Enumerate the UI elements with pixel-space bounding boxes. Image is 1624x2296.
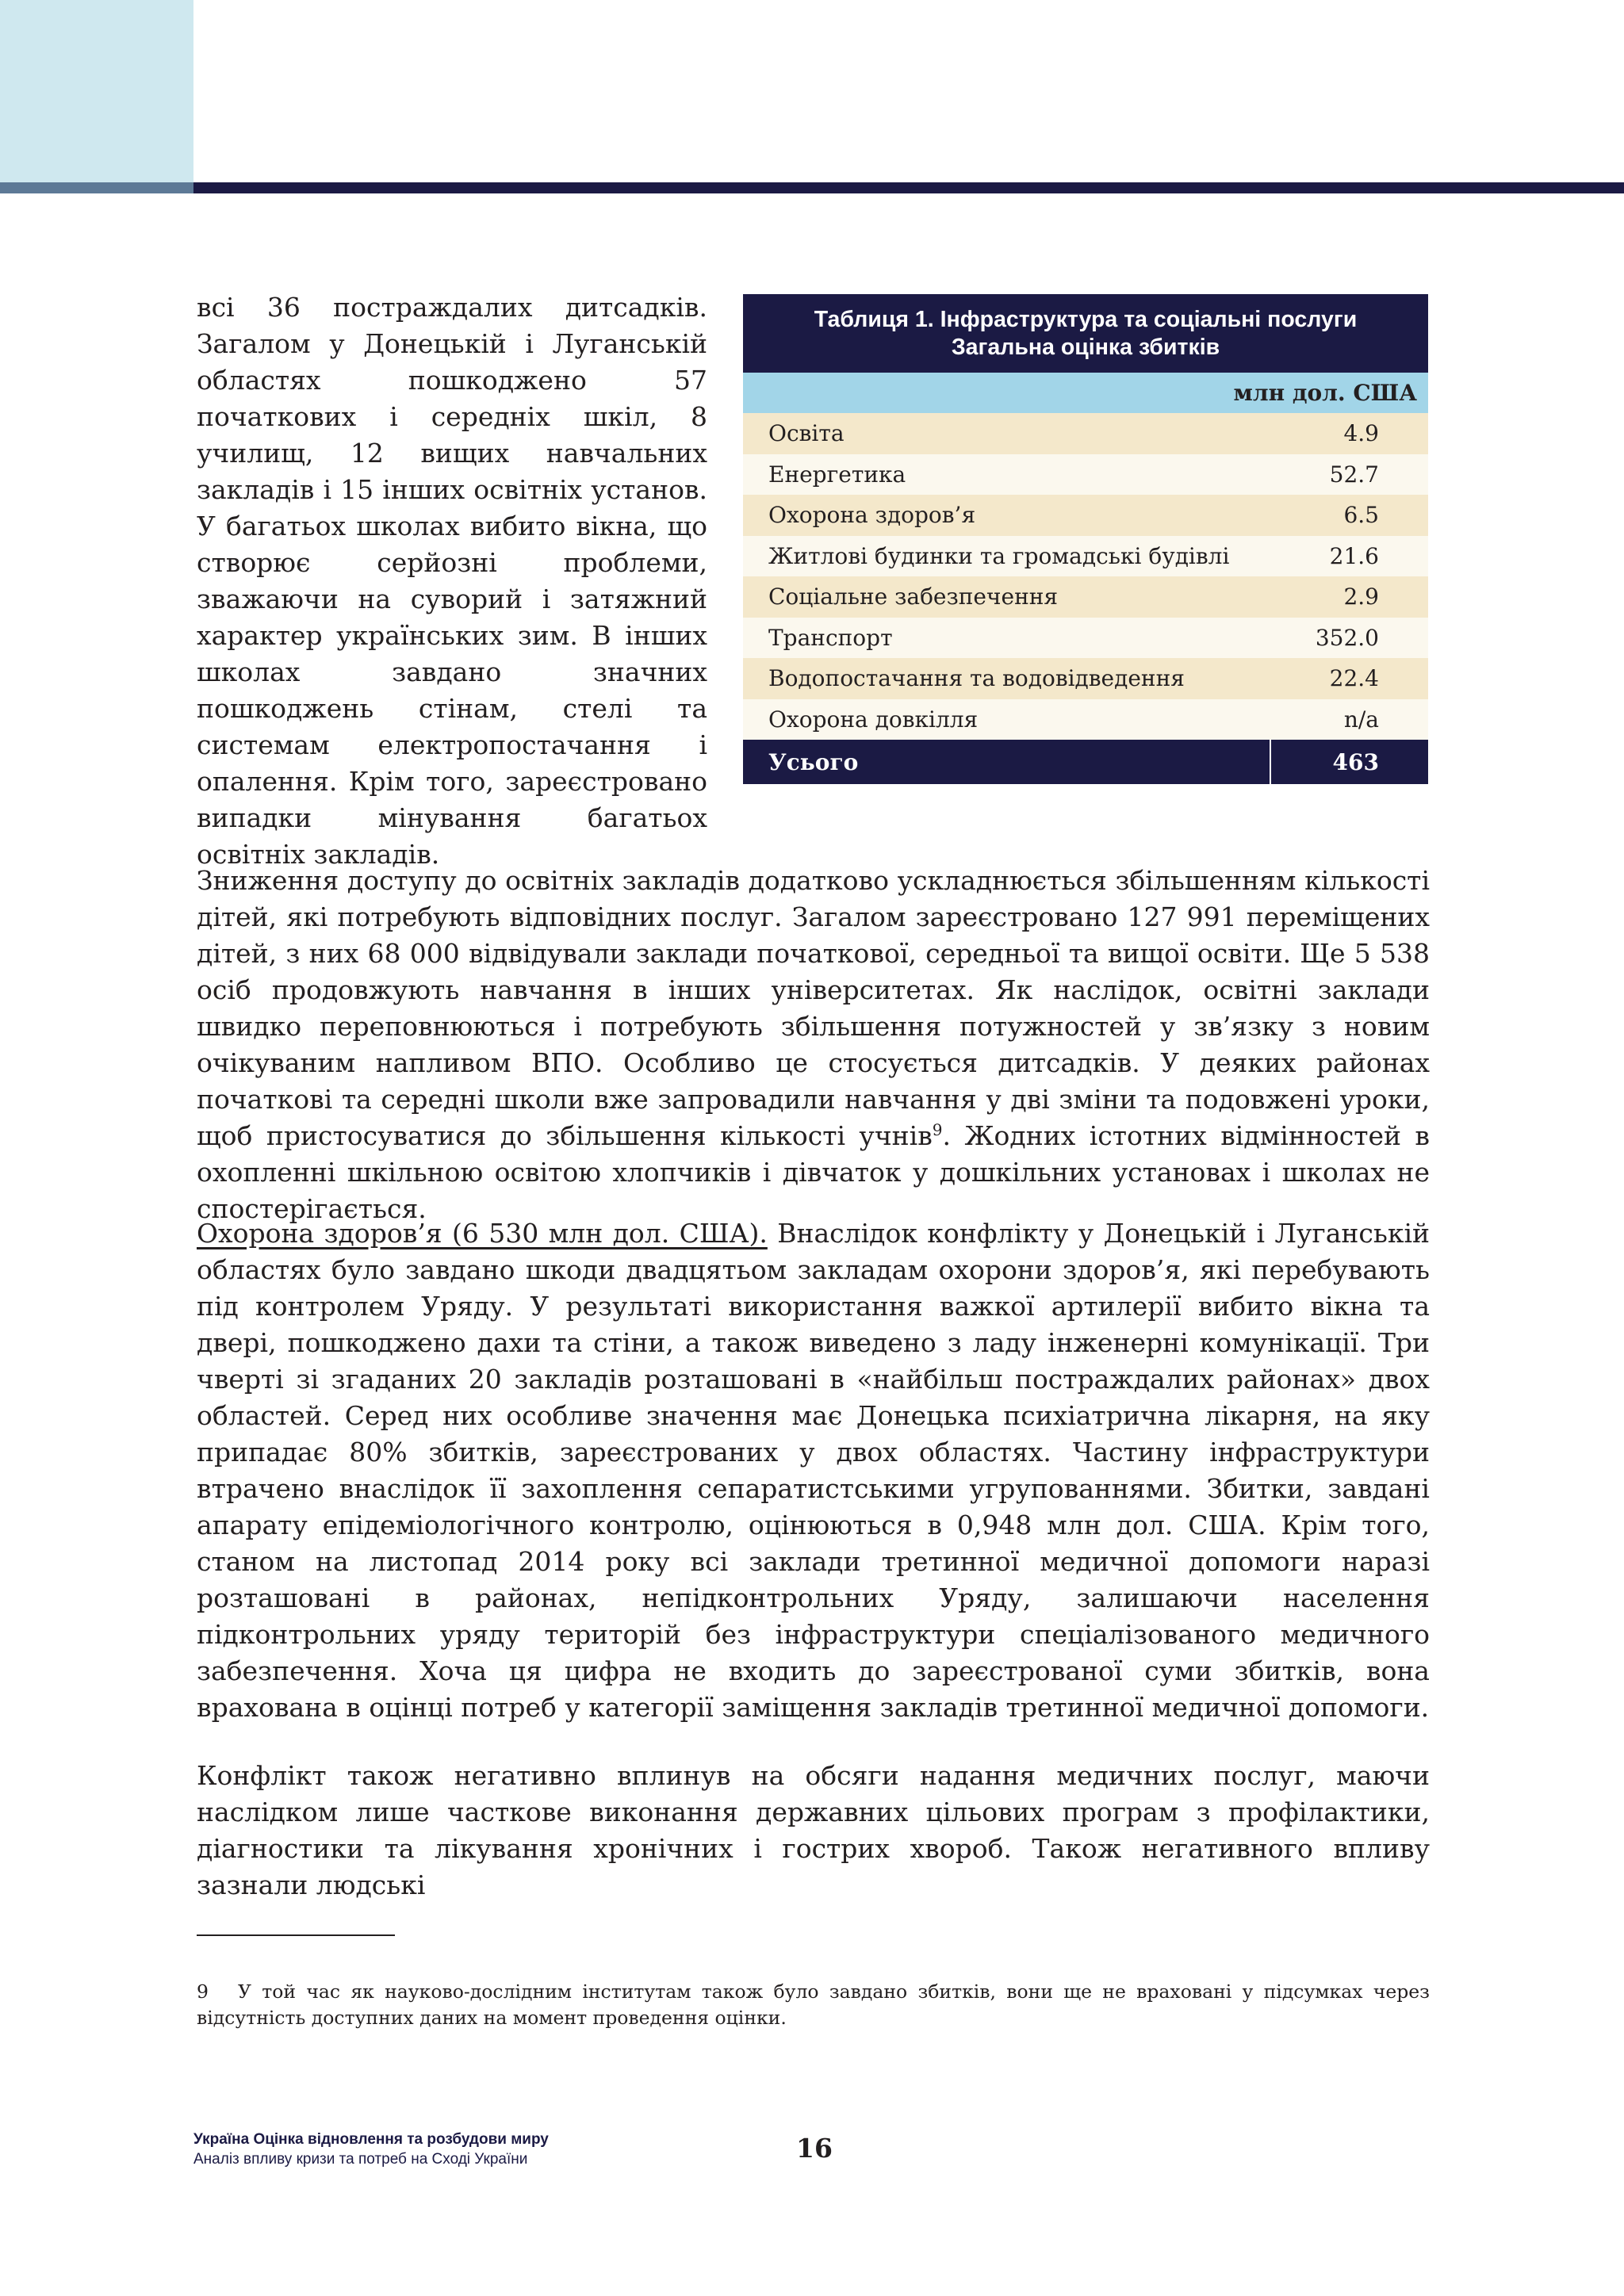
table-total-label: Усього [768, 748, 859, 775]
table-title [743, 294, 1428, 373]
footnote-number: 9 [197, 1980, 209, 2003]
table-total-row [743, 740, 1428, 784]
table-row-label: Енергетика [768, 461, 906, 488]
table-row-value: 2.9 [1343, 584, 1379, 610]
table-row [743, 413, 1428, 454]
header-rule-right [193, 182, 1624, 193]
table-units-label: млн дол. США [1233, 380, 1417, 406]
footnote-reference[interactable]: 9 [932, 1120, 943, 1139]
access-text-part2: . Жодних істотних відмінностей в охопленні шкільною освітою хлопчиків і дівчаток у дошкільних установах і школах не спостерігається. [197, 1120, 1430, 1224]
table-row [743, 658, 1428, 699]
footer-subtitle: Аналіз впливу кризи та потреб на Сході України [193, 2151, 528, 2168]
footnote-text: У той час як науково-дослідним інститутам також було завдано збитків, вони ще не враховані у підсумках через відсутність доступних даних на момент проведення оцінки. [197, 1980, 1430, 2029]
footer-title: Україна Оцінка відновлення та розбудови миру [193, 2131, 549, 2148]
intro-paragraph: всі 36 постраждалих дитсадків. Загалом у Донецькій і Луганській областях пошкоджено 57 початкових і середніх шкіл, 8 училищ, 12 вищих навчальних закладів і 15 інших освітніх установ. У багатьох школах вибито вікна, що створює серйозні проблеми, зважаючи на суворий і затяжний характер українських зим. В інших школах завдано значних пошкоджень стінам, стелі та системам електропостачання і опалення. Крім того, зареєстровано випадки мінування багатьох освітніх закладів. [197, 292, 707, 870]
table-title-line1: Таблиця 1. Інфраструктура та соціальні послуги [814, 306, 1358, 332]
table-row [743, 536, 1428, 577]
table-total-value: 463 [1270, 740, 1428, 784]
access-text-part1: Зниження доступу до освітніх закладів додатково ускладнюється збільшенням кількості дітей, які потребують відповідних послуг. Загалом зареєстровано 127 991 переміщених дітей, з них 68 000 відвідували заклади початкової, середньої та вищої освіти. Ще 5 538 осіб продовжують навчання в інших університетах. Як наслідок, освітні заклади швидко переповнюються і потребують збільшення потужностей у зв’язку з новим очікуваним напливом ВПО. Особливо це стосується дитсадків. У деяких районах початкові та середні школи вже запровадили навчання у дві зміни та подовжені уроки, щоб пристосуватися до збільшення кількості учнів [197, 865, 1430, 1151]
table-row [743, 576, 1428, 618]
damage-table [743, 294, 1428, 784]
header-rule-left [0, 182, 193, 193]
health-paragraph [197, 1215, 1430, 1726]
conflict-paragraph: Конфлікт також негативно вплинув на обсяги надання медичних послуг, маючи наслідком лише часткове виконання державних цільових програм з профілактики, діагностики та лікування хронічних і гострих хвороб. Також негативного впливу зазнали людські [197, 1760, 1430, 1900]
table-row-value: 52.7 [1329, 461, 1379, 488]
table-row [743, 699, 1428, 740]
table-row-value: 22.4 [1329, 665, 1379, 692]
table-row-label: Охорона довкілля [768, 706, 979, 733]
footnote [197, 1979, 1430, 2031]
table-row [743, 495, 1428, 536]
table-row-label: Соціальне забезпечення [768, 584, 1059, 610]
health-heading: Охорона здоров’я (6 530 млн дол. США). [197, 1218, 768, 1249]
access-paragraph [197, 863, 1430, 1227]
header-accent-block [0, 0, 193, 182]
table-row [743, 618, 1428, 659]
table-row-label: Житлові будинки та громадські будівлі [768, 542, 1230, 569]
table-row-label: Водопостачання та водовідведення [768, 665, 1185, 692]
table-row [743, 454, 1428, 496]
table-row-label: Освіта [768, 420, 845, 447]
table-row-label: Транспорт [768, 624, 893, 651]
table-row-label: Охорона здоров’я [768, 502, 976, 529]
table-units-row [743, 373, 1428, 413]
page-number: 16 [796, 2133, 833, 2164]
table-row-value: n/a [1343, 706, 1379, 733]
health-text: Внаслідок конфлікту у Донецькій і Луганській областях було завдано шкоди двадцятьом закладам охорони здоров’я, які перебувають під контролем Уряду. У результаті використання важкої артилерії вибито вікна та двері, пошкоджено дахи та стіни, а також виведено з ладу інженерні комунікації. Три чверті зі згаданих 20 закладів розташовані в «найбільш постраждалих районах» двох областей. Серед них особливе значення має Донецька психіатрична лікарня, на яку припадає 80% збитків, зареєстрованих у двох областях. Частину інфраструктури втрачено внаслідок її захоплення сепаратистськими угрупованнями. Збитки, завдані апарату епідеміологічного контролю, оцінюються в 0,948 млн дол. США. Крім того, станом на листопад 2014 року всі заклади третинної медичної допомоги наразі розташовані в районах, непідконтрольних Уряду, залишаючи населення підконтрольних уряду територій без інфраструктури спеціалізованого медичного забезпечення. Хоча ця цифра не входить до зареєстрованої суми збитків, вона врахована в оцінці потреб у категорії заміщення закладів третинної медичної допомоги. [197, 1218, 1430, 1723]
table-row-value: 21.6 [1329, 542, 1379, 569]
footnote-divider [197, 1934, 395, 1936]
table-row-value: 4.9 [1343, 420, 1379, 447]
table-title-line2: Загальна оцінка збитків [951, 334, 1220, 360]
table-row-value: 6.5 [1343, 502, 1379, 529]
table-row-value: 352.0 [1315, 624, 1379, 651]
